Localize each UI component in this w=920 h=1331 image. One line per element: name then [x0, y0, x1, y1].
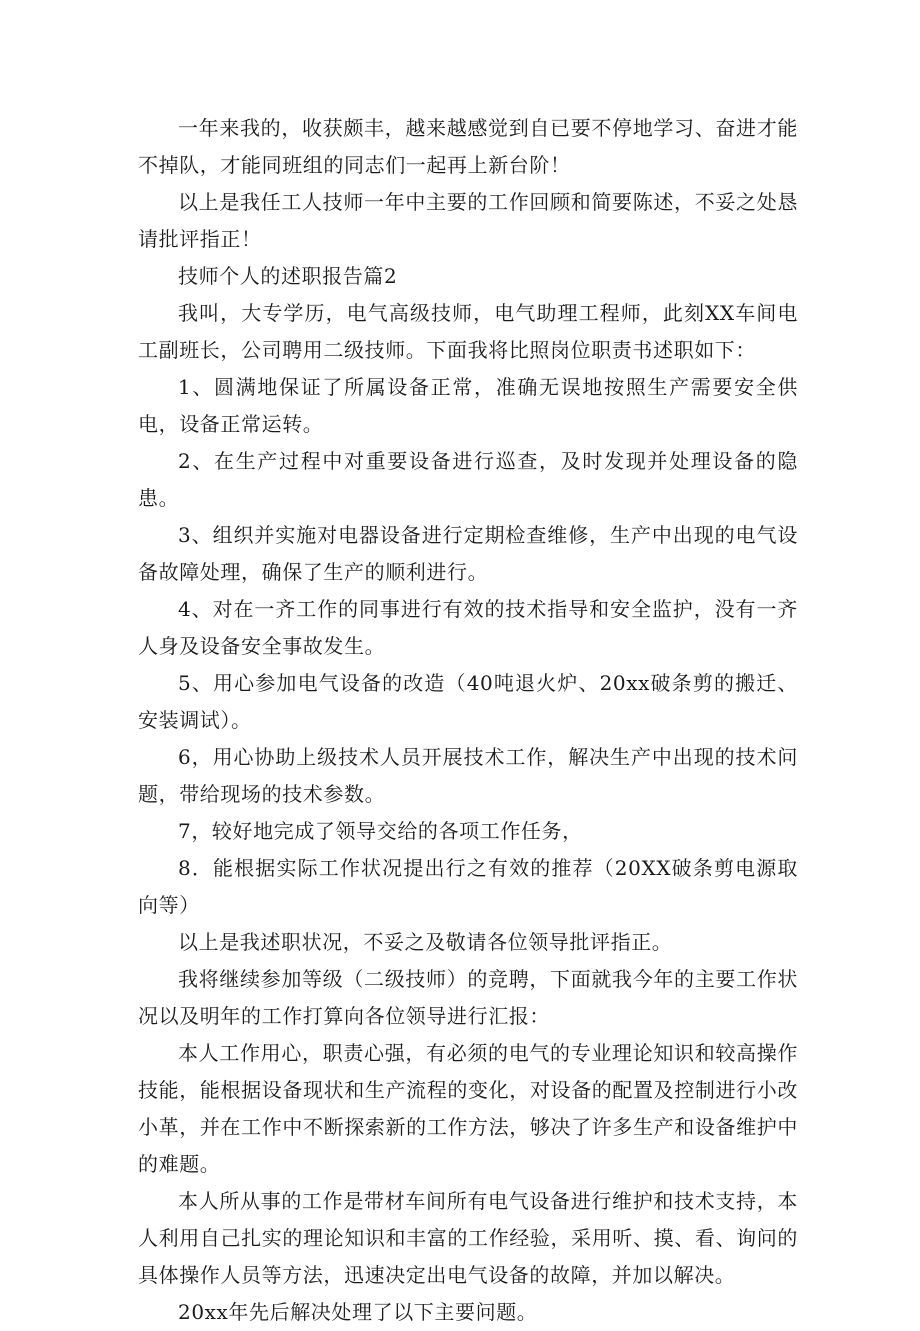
document-body [138, 110, 798, 1331]
paragraph-work-scope: 本人所从事的工作是带材车间所有电气设备进行维护和技术支持，本人利用自己扎实的理论知识和丰富的工作经验，采用听、摸、看、询问的具体操作人员等方法，迅速决定出电气设备的故障，并加以解决。 [138, 1189, 798, 1287]
paragraph-self-assessment: 本人工作用心，职责心强，有必须的电气的专业理论知识和较高操作技能，能根据设备现状和生产流程的变化，对设备的配置及控制进行小改小革，并在工作中不断探索新的工作方法，够决了许多生产和设备维护中的难题。 [138, 1041, 798, 1176]
paragraph-issues-intro: 20xx年先后解决处理了以下主要问题。 [178, 1300, 538, 1324]
paragraph-closing-summary: 一年来我的，收获颇丰，越来越感觉到自已要不停地学习、奋进才能不掉队，才能同班组的同志们一起再上新台阶！ [138, 116, 798, 177]
section-heading: 技师个人的述职报告篇2 [178, 264, 398, 288]
list-item-3: 3、组织并实施对电器设备进行定期检查维修，生产中出现的电气设备故障处理，确保了生产的顺利进行。 [138, 523, 798, 584]
list-item-2: 2、在生产过程中对重要设备进行巡查，及时发现并处理设备的隐患。 [138, 449, 798, 510]
paragraph-competition: 我将继续参加等级（二级技师）的竞聘，下面就我今年的主要工作状况以及明年的工作打算向各位领导进行汇报： [138, 967, 798, 1028]
list-item-7: 7，较好地完成了领导交给的各项工作任务， [178, 819, 583, 843]
paragraph-intro: 我叫，大专学历，电气高级技师，电气助理工程师，此刻XX车间电工副班长，公司聘用二级技师。下面我将比照岗位职责书述职如下： [138, 301, 798, 362]
list-item-1: 1、圆满地保证了所属设备正常，准确无误地按照生产需要安全供电，设备正常运转。 [138, 375, 798, 436]
paragraph-conclusion: 以上是我任工人技师一年中主要的工作回顾和简要陈述，不妥之处恳请批评指正！ [138, 190, 798, 251]
list-item-5: 5、用心参加电气设备的改造（40吨退火炉、20xx破条剪的搬迁、安装调试）。 [138, 671, 798, 732]
paragraph-closing: 以上是我述职状况，不妥之及敬请各位领导批评指正。 [178, 930, 673, 954]
list-item-6: 6，用心协助上级技术人员开展技术工作，解决生产中出现的技术问题，带给现场的技术参数。 [138, 745, 798, 806]
list-item-8: 8．能根据实际工作状况提出行之有效的推荐（20XX破条剪电源取向等） [138, 856, 798, 917]
list-item-4: 4、对在一齐工作的同事进行有效的技术指导和安全监护，没有一齐人身及设备安全事故发生。 [138, 597, 798, 658]
